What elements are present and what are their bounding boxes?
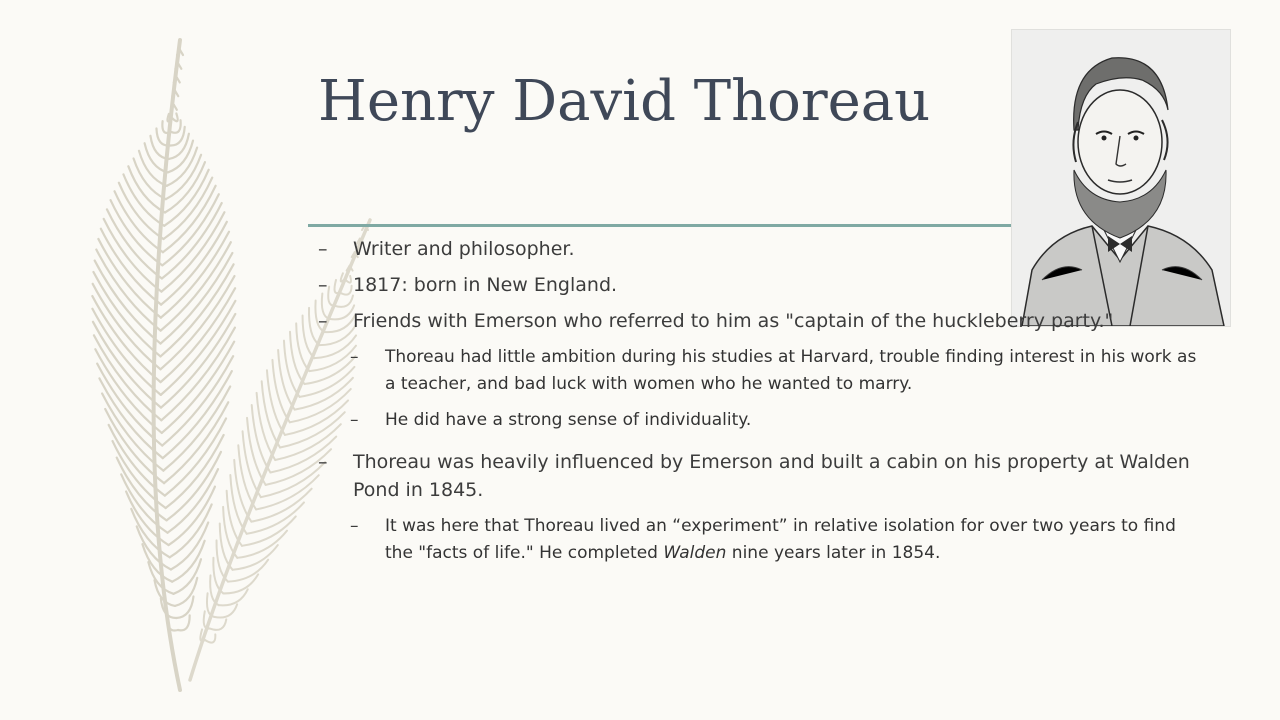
bullet-dash: – xyxy=(318,238,328,260)
bullet-item xyxy=(318,448,1198,504)
sub-bullet-item xyxy=(318,407,1198,434)
bullet-dash: – xyxy=(350,410,359,430)
sub-bullet-text xyxy=(385,513,1198,567)
bullet-item xyxy=(318,235,1198,263)
sub-bullet-text-part: nine years later in 1854. xyxy=(726,543,941,563)
bullet-dash: – xyxy=(318,451,328,473)
slide-title: Henry David Thoreau xyxy=(318,69,931,134)
bullet-list xyxy=(318,227,1198,567)
bullet-dash: – xyxy=(318,310,328,332)
book-title: Walden xyxy=(663,543,727,563)
sub-bullet-item xyxy=(318,513,1198,567)
bullet-text: Thoreau was heavily influenced by Emerson and built a cabin on his property at Walden Pond in 1845. xyxy=(353,451,1190,501)
bullet-item xyxy=(318,307,1198,335)
sub-bullet-text: He did have a strong sense of individuality. xyxy=(385,410,752,430)
bullet-text: 1817: born in New England. xyxy=(353,274,618,296)
bullet-item xyxy=(318,271,1198,299)
sub-bullet-item xyxy=(318,344,1198,398)
bullet-text: Friends with Emerson who referred to him as "captain of the huckleberry party." xyxy=(353,310,1114,332)
bullet-dash: – xyxy=(350,347,359,367)
bullet-dash: – xyxy=(350,516,359,536)
bullet-text: Writer and philosopher. xyxy=(353,238,575,260)
bullet-dash: – xyxy=(318,274,328,296)
sub-bullet-text: Thoreau had little ambition during his studies at Harvard, trouble finding interest in his work as a teacher, and bad luck with women who he wanted to marry. xyxy=(385,347,1197,394)
sub-bullet-text-part: It was here that Thoreau lived an “experiment” in relative isolation for over two years to find the "facts of life." He completed xyxy=(385,516,1176,563)
